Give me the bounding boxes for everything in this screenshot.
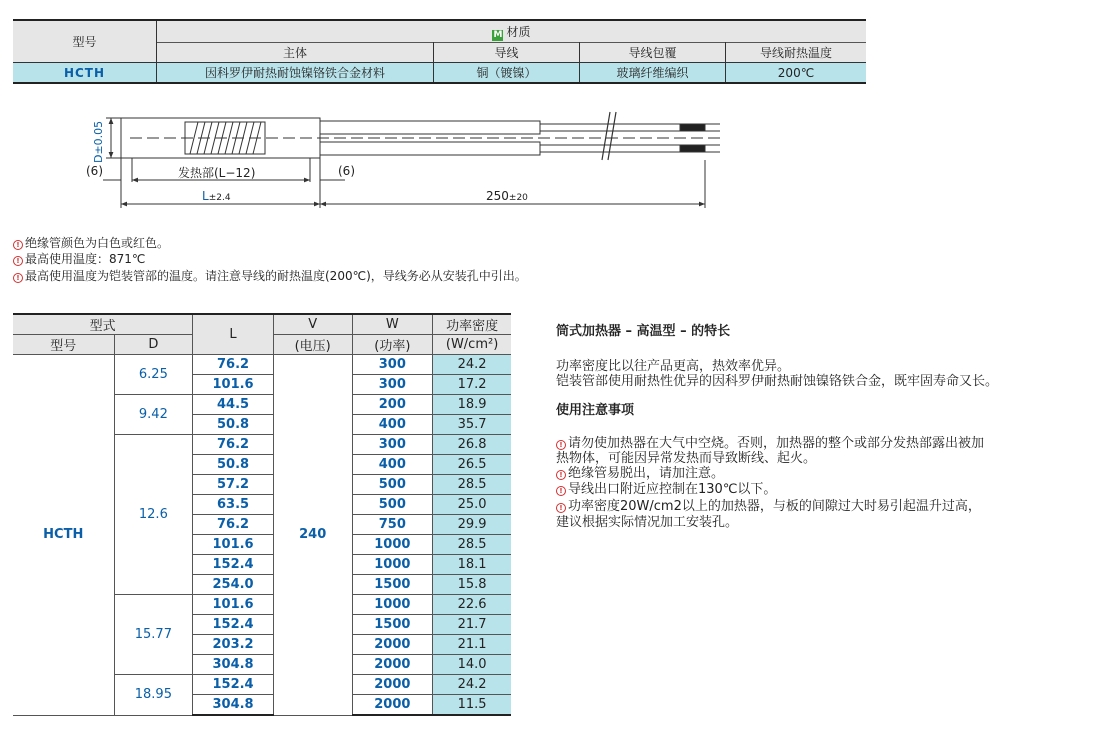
w-cell: 1500 [352,575,433,595]
l-cell: 304.8 [193,695,274,716]
w-cell: 300 [352,435,433,455]
l-cell: 101.6 [193,375,274,395]
w-cell: 1000 [352,555,433,575]
l-cell: 101.6 [193,535,274,555]
caution-item: 建议根据实际情况加工安装孔。 [556,515,739,530]
p-cell: 18.1 [433,555,511,575]
warning-circle-icon: ! [556,503,566,513]
w-cell: 2000 [352,655,433,675]
warning-circle-icon: ! [556,440,566,450]
d-dimension-label: D±0.05 [92,120,105,163]
spec-table [13,313,511,716]
l-cell: 50.8 [193,455,274,475]
p-cell: 25.0 [433,495,511,515]
l-cell: 152.4 [193,555,274,575]
row-model: HCTH [13,63,157,84]
warning-circle-icon: ! [13,240,23,250]
lead-upper [320,121,540,134]
caution-item: ! 导线出口附近应控制在130℃以下。 [556,482,776,497]
l-cell: 203.2 [193,635,274,655]
warning-circle-icon: ! [556,470,566,480]
p-cell: 21.1 [433,635,511,655]
warning-circle-icon: ! [13,273,23,283]
caution-item: ! 功率密度20W/cm2以上的加热器，与板的间隙过大时易引起温升过高， [556,499,981,514]
d-cell: 6.25 [114,355,193,395]
p-cell: 24.2 [433,355,511,375]
voltage-cell: 240 [273,355,352,716]
col-temp: 导线耐热温度 [726,43,867,63]
p-cell: 18.9 [433,395,511,415]
l-cell: 304.8 [193,655,274,675]
caution-item: ! 绝缘管易脱出，请加注意。 [556,466,724,481]
features-line: 功率密度比以往产品更高，热效率优异。 [556,359,791,374]
l-cell: 44.5 [193,395,274,415]
warning-circle-icon: ! [556,486,566,496]
l-cell: 152.4 [193,675,274,695]
lead-lower [320,142,540,155]
right-gap-label: (6) [338,164,355,178]
l-cell: 76.2 [193,435,274,455]
note-line: ! 绝缘管颜色为白色或红色。 [13,235,169,251]
lead-tip-upper [680,124,705,131]
p-cell: 17.2 [433,375,511,395]
note-line: ! 最高使用温度：871℃ [13,251,145,267]
length-label: L±2.4 [202,189,231,203]
header-type: 型式 [13,314,193,335]
col-wire: 导线 [434,43,580,63]
l-cell: 76.2 [193,355,274,375]
left-gap-label: (6) [86,164,103,178]
caution-item: 热物体，可能因异常发热而导致断线、起火。 [556,451,817,466]
cautions-title: 使用注意事项 [556,403,635,418]
col-main: 主体 [157,43,434,63]
w-cell: 2000 [352,675,433,695]
w-cell: 300 [352,375,433,395]
w-cell: 400 [352,455,433,475]
warning-circle-icon: ! [13,256,23,266]
p-cell: 26.5 [433,455,511,475]
w-cell: 2000 [352,635,433,655]
material-title: 材质 [506,24,531,39]
l-cell: 101.6 [193,595,274,615]
w-cell: 1500 [352,615,433,635]
row-wire: 铜（镀镍） [434,63,580,84]
p-cell: 28.5 [433,535,511,555]
row-coating: 玻璃纤维编织 [580,63,726,84]
material-table [13,19,866,84]
row-temp: 200℃ [726,63,867,84]
lead-tip-lower [680,145,705,152]
header-P-sub: (W/cm²) [433,335,511,355]
heater-drawing [0,100,760,210]
m-badge-icon: M [493,29,503,40]
p-cell: 24.2 [433,675,511,695]
p-cell: 21.7 [433,615,511,635]
w-cell: 300 [352,355,433,375]
d-cell: 15.77 [114,595,193,675]
model-cell: HCTH [13,355,114,716]
p-cell: 28.5 [433,475,511,495]
p-cell: 26.8 [433,435,511,455]
l-cell: 254.0 [193,575,274,595]
header-W: W [352,314,433,335]
header-model: 型号 [13,335,114,355]
header-L: L [193,314,274,355]
p-cell: 15.8 [433,575,511,595]
w-cell: 750 [352,515,433,535]
heat-part-label: 发热部(L−12) [178,166,256,180]
w-cell: 1000 [352,595,433,615]
d-cell: 18.95 [114,675,193,716]
p-cell: 29.9 [433,515,511,535]
note-line: ! 最高使用温度为铠装管部的温度。请注意导线的耐热温度(200℃)，导线务必从安装孔中引出。 [13,268,527,284]
header-W-sub: (功率) [352,335,433,355]
w-cell: 2000 [352,695,433,716]
l-cell: 57.2 [193,475,274,495]
d-cell: 12.6 [114,435,193,595]
header-V-sub: (电压) [273,335,352,355]
col-coating: 导线包覆 [580,43,726,63]
features-title: 筒式加热器 – 高温型 – 的特长 [556,324,731,339]
lead-length-label: 250±20 [486,189,528,203]
header-model: 型号 [13,20,157,63]
features-line: 铠装管部使用耐热性优异的因科罗伊耐热耐蚀镍铬铁合金，既牢固寿命又长。 [556,374,999,389]
w-cell: 400 [352,415,433,435]
row-main: 因科罗伊耐热耐蚀镍铬铁合金材料 [157,63,434,84]
w-cell: 1000 [352,535,433,555]
d-cell: 9.42 [114,395,193,435]
w-cell: 500 [352,475,433,495]
header-P: 功率密度 [433,314,511,335]
l-cell: 152.4 [193,615,274,635]
p-cell: 11.5 [433,695,511,716]
p-cell: 35.7 [433,415,511,435]
w-cell: 500 [352,495,433,515]
p-cell: 22.6 [433,595,511,615]
header-D: D [114,335,193,355]
caution-item: ! 请勿使加热器在大气中空烧。否则，加热器的整个或部分发热部露出被加 [556,436,984,451]
l-cell: 50.8 [193,415,274,435]
header-V: V [273,314,352,335]
w-cell: 200 [352,395,433,415]
l-cell: 76.2 [193,515,274,535]
header-material [157,20,867,43]
p-cell: 14.0 [433,655,511,675]
l-cell: 63.5 [193,495,274,515]
